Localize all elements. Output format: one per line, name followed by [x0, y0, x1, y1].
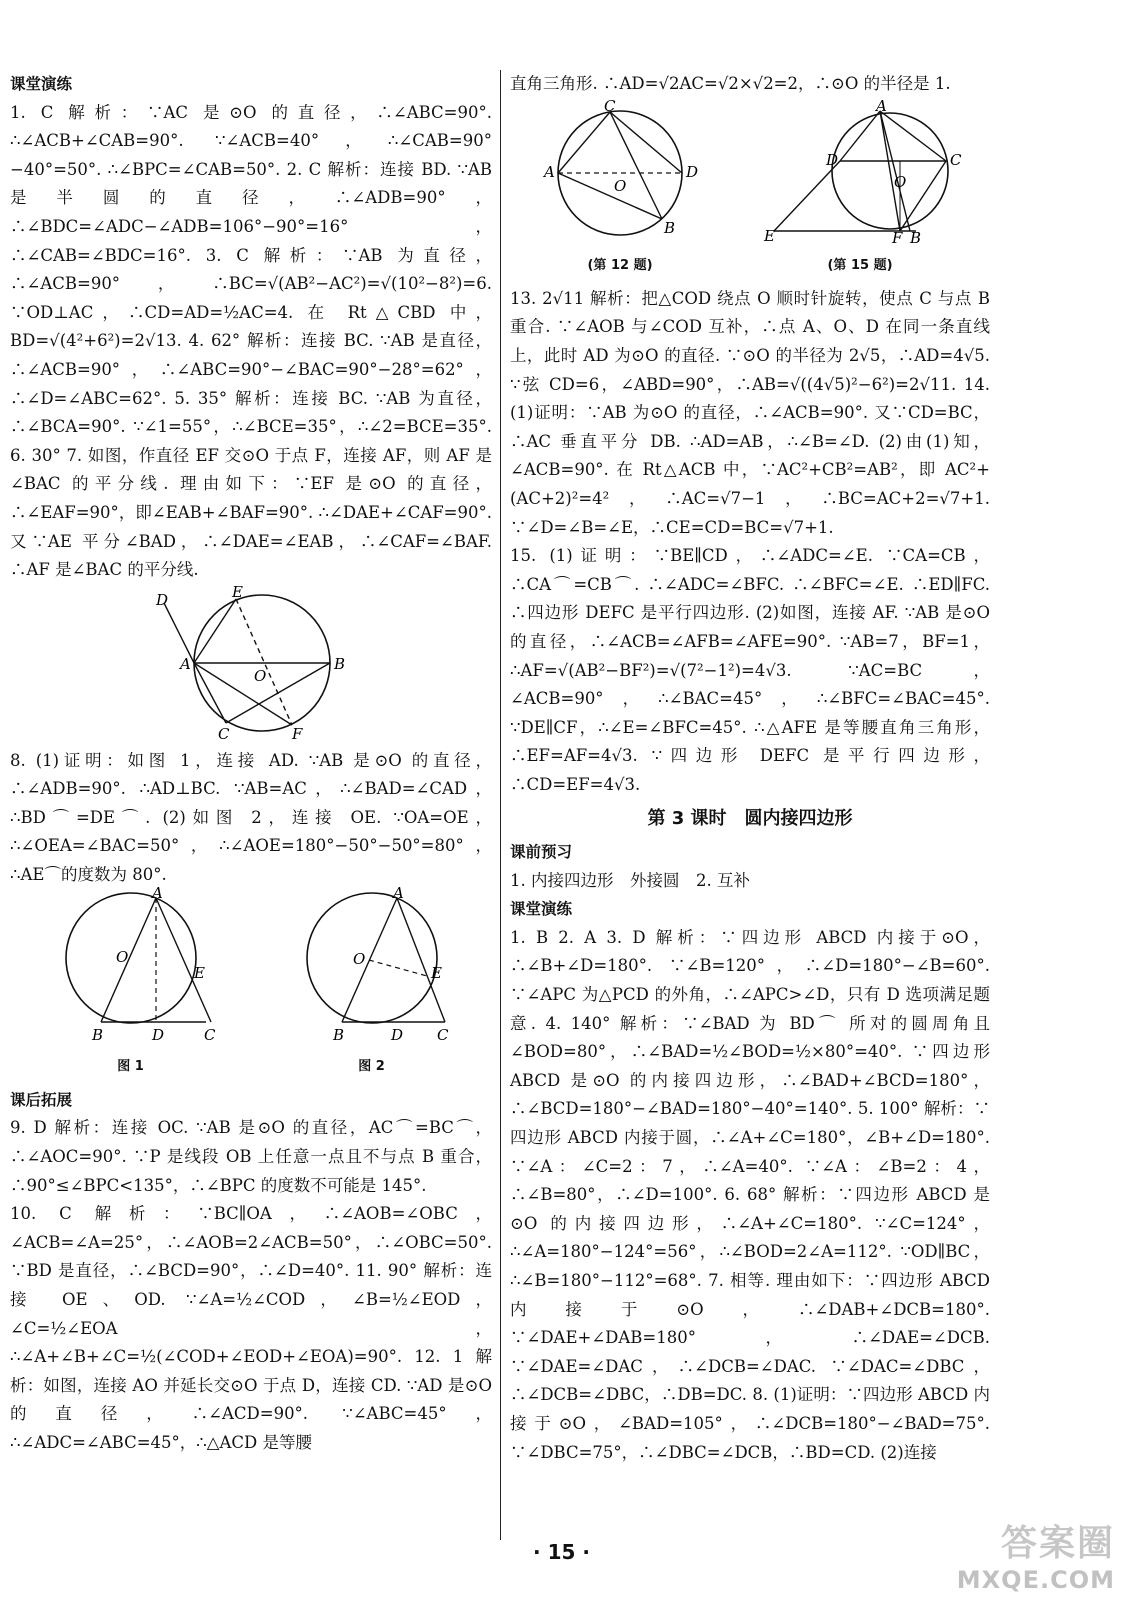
svg-text:A: A — [392, 883, 404, 902]
figure-q7 — [156, 582, 346, 743]
svg-text:O: O — [894, 172, 907, 191]
section-heading: 课堂演练 — [10, 75, 73, 93]
svg-text:E: E — [764, 226, 775, 245]
svg-text:E: E — [430, 963, 442, 982]
figure-q15 — [760, 96, 962, 281]
watermark-text: 答案圈 — [1000, 1523, 1115, 1564]
figure-1 — [56, 883, 215, 1082]
svg-text:O: O — [254, 666, 267, 685]
svg-text:O: O — [115, 947, 128, 966]
answer-paragraph: 1. B 2. A 3. D 解析：∵四边形 ABCD 内接于⊙O，∴∠B+∠D=180°. ∵∠B=120°，∴∠D=180°−∠B=60°. ∵∠APC 为△PCD 的外角，∴∠APC>∠D，只有 D 选项满足题意. 4. 140° 解析：∵∠BAD 为 BD⌒ 所对的圆周角且∠BOD=80°，∴∠BAD=½∠BOD=½×80°=40°. ∵四边形 ABCD 是⊙O 的内接四边形，∴∠BAD+∠BCD=180°，∴∠BCD=180°−∠BAD=180°−40°=140°. 5. 100° 解析：∵四边形 ABCD 内接于圆，∴∠A+∠C=180°，∠B+∠D=180°. ∵∠A：∠C=2：7，∴∠A=40°. ∵∠A：∠B=2：4，∴∠B=80°，∴∠D=100°. 6. 68° 解析：∵四边形 ABCD 是⊙O 的内接四边形，∴∠A+∠C=180°. ∵∠C=124°，∴∠A=180°−124°=56°，∴∠BOD=2∠A=112°. ∵OD∥BC，∴∠B=180°−112°=68°. 7. 相等. 理由如下：∵四边形 ABCD 内接于⊙O，∴∠DAB+∠DCB=180°. ∵∠DAE+∠DAB=180°，∴∠DAE=∠DCB. ∵∠DAE=∠DAC，∴∠DCB=∠DAC. ∵∠DAC=∠DBC，∴∠DCB=∠DBC，∴DB=DC. 8. (1)证明：∵四边形 ABCD 内接于⊙O，∠BAD=105°，∴∠DCB=180°−∠BAD=75°. ∵∠DBC=75°，∴∠DBC=∠DCB，∴BD=CD. (2)连接 — [510, 927, 990, 1462]
answer-paragraph: 1. C 解析：∵AC 是⊙O 的直径，∴∠ABC=90°. ∴∠ACB+∠CAB=90°. ∵∠ACB=40°，∴∠CAB=90°−40°=50°. ∴∠BPC=∠CAB=50°. 2. C 解析：连接 BD. ∵AB 是半圆的直径，∴∠ADB=90°，∴∠BDC=∠ADC−∠ADB=106°−90°=16°，∴∠CAB=∠BDC=16°. 3. C 解析：∵AB 为直径，∴∠ACB=90°，∴BC=√(AB²−AC²)=√(10²−8²)=6. ∵OD⊥AC，∴CD=AD=½AC=4. 在 Rt△CBD 中，BD=√(4²+6²)=2√13. 4. 62° 解析：连接 BC. ∵AB 是直径，∴∠ACB=90°，∴∠ABC=90°−∠BAC=90°−28°=62°，∴∠D=∠ABC=62°. 5. 35° 解析：连接 BC. ∵AB 为直径，∴∠BCA=90°. ∵∠1=55°，∴∠BCE=35°，∴∠2=BCE=35°. 6. 30° 7. 如图，作直径 EF 交⊙O 于点 F，连接 AF，则 AF 是∠BAC 的平分线. 理由如下：∵EF 是⊙O 的直径，∴∠EAF=90°，即∠EAB+∠BAF=90°. ∴∠DAE+∠CAF=90°. 又∵AE 平分∠BAD，∴∠DAE=∠EAB，∴∠CAF=∠BAF. ∴AF 是∠BAC 的平分线. — [10, 102, 492, 580]
circle-diagram-q15 — [760, 96, 962, 247]
svg-text:D: D — [151, 1025, 164, 1044]
section-heading: 课堂演练 — [510, 900, 573, 919]
svg-text:B: B — [332, 1025, 344, 1044]
svg-text:C: C — [950, 150, 962, 169]
svg-text:B: B — [910, 228, 922, 247]
svg-text:C: C — [203, 1025, 215, 1044]
svg-text:B: B — [334, 654, 346, 673]
svg-text:B: B — [664, 218, 676, 237]
figure-q12 — [540, 96, 700, 281]
watermark-url: MXQE.COM — [956, 1566, 1115, 1594]
answer-paragraph: 1. 内接四边形 外接圆 2. 互补 — [510, 870, 750, 890]
page-number: · 15 · — [533, 1540, 590, 1564]
answer-paragraph: 13. 2√11 解析：把△COD 绕点 O 顺时针旋转，使点 C 与点 B 重合. ∵∠AOB 与∠COD 互补，∴点 A、O、D 在同一条直线上，此时 AD 为⊙O 的直径. ∵⊙O 的半径为 2√5，∴AD=4√5. ∵弦 CD=6，∠ABD=90°，∴AB=√((4√5)²−6²)=2√11. 14. (1)证明：∵AB 为⊙O 的直径，∴∠ACB=90°. 又∵CD=BC，∴AC 垂直平分 DB. ∴AD=AB，∴∠B=∠D. (2)由(1)知，∠ACB=90°. 在 Rt△ACB 中，∵AC²+CB²=AB²，即 AC²+(AC+2)²=4²，∴AC=√7−1，∴BC=AC+2=√7+1. ∵∠D=∠B=∠E，∴CE=CD=BC=√7+1. — [510, 288, 990, 537]
circle-diagram-2 — [297, 883, 448, 1044]
section-heading: 课前预习 — [510, 843, 573, 862]
section-heading: 课后拓展 — [10, 1090, 73, 1109]
answer-paragraph: 10. C 解析：∵BC∥OA，∴∠AOB=∠OBC，∠ACB=∠A=25°，∴∠AOB=2∠ACB=50°，∴∠OBC=50°. ∵BD 是直径，∴∠BCD=90°，∴∠D=40°. 11. 90° 解析：连接 OE、OD. ∵∠A=½∠COD，∠B=½∠EOD，∠C=½∠EOA，∴∠A+∠B+∠C=½(∠COD+∠EOD+∠EOA)=90°. 12. 1 解析：如图，连接 AO 并延长交⊙O 于点 D，连接 CD. ∵AD 是⊙O 的直径，∴∠ACD=90°. ∵∠ABC=45°，∴∠ADC=∠ABC=45°，∴△ACD 是等腰 — [10, 1204, 492, 1452]
answer-paragraph: 15. (1)证明：∵BE∥CD，∴∠ADC=∠E. ∵CA=CB，∴CA⌒=CB⌒. ∴∠ADC=∠BFC. ∴∠BFC=∠E. ∴ED∥FC. ∴四边形 DEFC 是平行四边形. (2)如图，连接 AF. ∵AB 是⊙O 的直径，∴∠ACB=∠AFB=∠AFE=90°. ∵AB=7，BF=1，∴AF=√(AB²−BF²)=√(7²−1²)=4√3. ∵AC=BC，∠ACB=90°，∴∠BAC=45°，∴∠BFC=∠BAC=45°. ∵DE∥CF，∴∠E=∠BFC=45°. ∴△AFE 是等腰直角三角形，∴EF=AF=4√3. ∵四边形 DEFC 是平行四边形，∴CD=EF=4√3. — [510, 546, 990, 794]
svg-text:C: C — [218, 724, 230, 743]
svg-text:D: D — [156, 590, 169, 609]
circle-diagram-1 — [56, 883, 215, 1044]
figure-caption: 图 2 — [358, 1059, 385, 1075]
svg-text:O: O — [614, 176, 627, 195]
figures-q12-q15 — [510, 96, 990, 281]
svg-text:E: E — [193, 963, 205, 982]
svg-text:B: B — [91, 1025, 103, 1044]
right-column — [510, 70, 990, 1467]
column-divider — [500, 70, 501, 1540]
svg-text:A: A — [544, 162, 555, 181]
svg-text:D: D — [826, 150, 839, 169]
answer-paragraph: 8. (1)证明：如图 1，连接 AD. ∵AB 是⊙O 的直径，∴∠ADB=90°. ∴AD⊥BC. ∵AB=AC，∴∠BAD=∠CAD，∴BD⌒=DE⌒. (2)如图 2，连接 OE. ∵OA=OE，∴∠OEA=∠BAC=50°，∴∠AOE=180°−50°−50°=80°，∴AE⌒的度数为 80°. — [10, 750, 492, 885]
figure-q8 — [10, 883, 492, 1082]
svg-text:C: C — [604, 96, 616, 115]
figure-caption: (第 15 题) — [827, 258, 893, 274]
left-column — [10, 70, 492, 1458]
svg-text:F: F — [892, 228, 903, 247]
svg-text:F: F — [292, 724, 303, 743]
svg-text:D: D — [390, 1025, 403, 1044]
svg-text:A: A — [151, 883, 163, 902]
answer-paragraph: 9. D 解析：连接 OC. ∵AB 是⊙O 的直径，AC⌒=BC⌒，∴∠AOC=90°. ∵P 是线段 OB 上任意一点且不与点 B 重合，∴90°≤∠BPC<135°，∴∠BPC 的度数不可能是 145°. — [10, 1118, 492, 1195]
circle-diagram-q12 — [540, 96, 700, 243]
figure-2 — [297, 883, 448, 1082]
svg-text:D: D — [686, 162, 699, 181]
watermark-logo — [957, 1515, 1115, 1594]
svg-text:A: A — [876, 96, 887, 115]
lesson-title: 第 3 课时 圆内接四边形 — [647, 808, 853, 830]
figure-caption: 图 1 — [117, 1059, 144, 1075]
svg-text:O: O — [352, 949, 365, 968]
svg-text:A: A — [180, 654, 191, 673]
svg-text:C: C — [436, 1025, 448, 1044]
figure-caption: (第 12 题) — [587, 258, 653, 274]
svg-text:E: E — [232, 582, 243, 601]
answer-paragraph: 直角三角形. ∴AD=√2AC=√2×√2=2，∴⊙O 的半径是 1. — [510, 74, 951, 93]
